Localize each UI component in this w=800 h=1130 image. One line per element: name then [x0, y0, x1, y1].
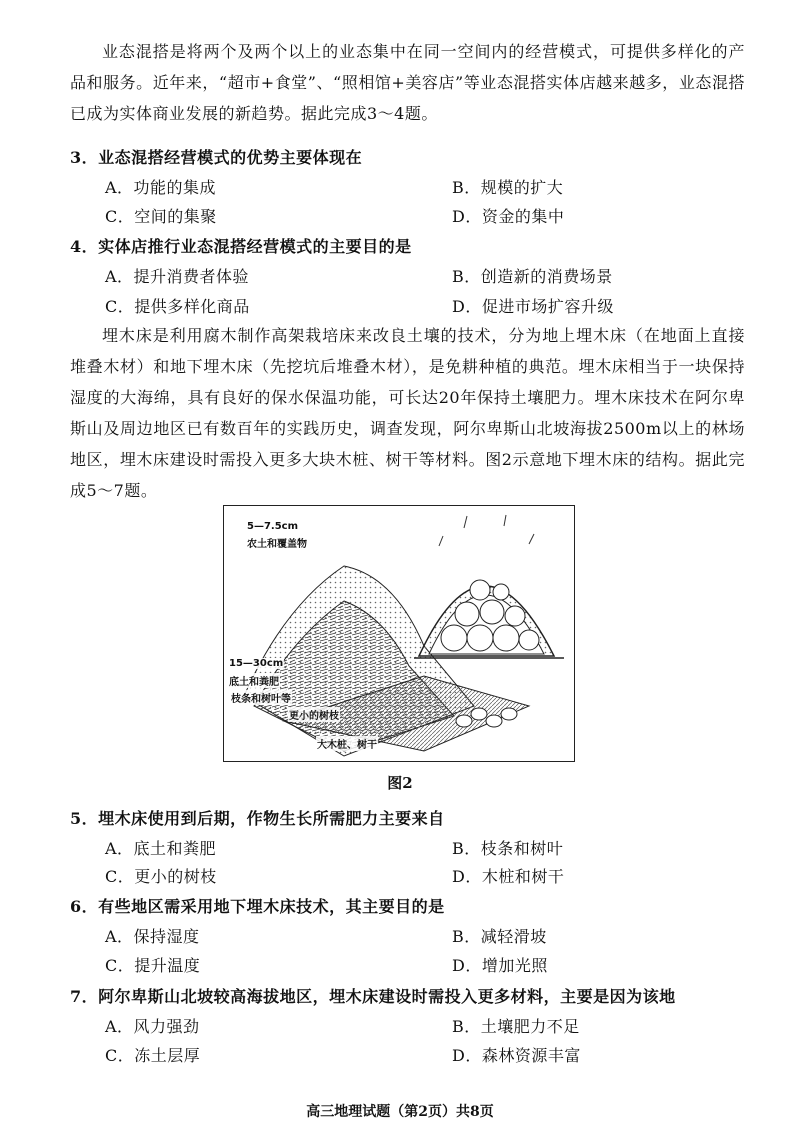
question-3-stem: 3．业态混搭经营模式的优势主要体现在 — [70, 148, 363, 167]
q5-option-d: D．木桩和树干 — [452, 867, 565, 886]
question-4-stem: 4．实体店推行业态混搭经营模式的主要目的是 — [70, 237, 412, 256]
q5-option-a: A．底土和粪肥 — [105, 839, 217, 858]
right-cross-section — [414, 515, 564, 658]
question-5-stem: 5．埋木床使用到后期，作物生长所需肥力主要来自 — [70, 809, 445, 828]
question-6-stem: 6．有些地区需采用地下埋木床技术，其主要目的是 — [70, 897, 445, 916]
figure-label-mid-thickness: 15—30cm — [229, 658, 284, 669]
q5-option-c: C．更小的树枝 — [105, 867, 217, 886]
q3-option-d: D．资金的集中 — [452, 207, 565, 226]
q3-option-c: C．空间的集聚 — [105, 207, 217, 226]
q4-option-d: D．促进市场扩容升级 — [452, 297, 614, 316]
intro-paragraph: 业态混搭是将两个及两个以上的业态集中在同一空间内的经营模式，可提供多样化的产品和服务。近年来，“超市+食堂”、“照相馆+美容店”等业态混搭实体店越来越多，业态混搭已成为实体商业发展的新趋势。据此完成3～4题。 — [70, 42, 745, 123]
q6-option-d: D．增加光照 — [452, 956, 548, 975]
figure-label-logs: 大木桩、树干 — [316, 736, 378, 751]
q4-option-b: B．创造新的消费场景 — [452, 267, 613, 286]
q6-option-a: A．保持湿度 — [105, 927, 200, 946]
q7-option-a: A．风力强劲 — [105, 1017, 200, 1036]
q7-option-d: D．森林资源丰富 — [452, 1046, 581, 1065]
question-7-stem: 7．阿尔卑斯山北坡较高海拔地区，埋木床建设时需投入更多材料，主要是因为该地 — [70, 987, 676, 1006]
q6-option-b: B．减轻滑坡 — [452, 927, 547, 946]
figure-label-mid-layer: 底土和粪肥 — [228, 673, 280, 688]
q7-option-b: B．土壤肥力不足 — [452, 1017, 580, 1036]
figure-label-small-branches: 更小的树枝 — [288, 707, 340, 722]
figure-2-illustration — [223, 505, 575, 762]
figure-label-top-thickness: 5—7.5cm — [247, 521, 299, 532]
figure-label-top-layer: 农土和覆盖物 — [246, 535, 308, 550]
q4-option-a: A．提升消费者体验 — [105, 267, 250, 286]
q6-option-c: C．提升温度 — [105, 956, 201, 975]
q3-option-b: B．规模的扩大 — [452, 178, 564, 197]
q7-option-c: C．冻土层厚 — [105, 1046, 201, 1065]
passage-2-paragraph: 埋木床是利用腐木制作高架栽培床来改良土壤的技术，分为地上埋木床（在地面上直接堆叠木材）和地下埋木床（先挖坑后堆叠木材），是免耕种植的典范。埋木床相当于一块保持湿度的大海绵，具有良好的保水保温功能，可长达20年保持土壤肥力。埋木床技术在阿尔卑斯山及周边地区已有数百年的实践历史，调查发现，阿尔卑斯山北坡海拔2500m以上的林场地区，埋木床建设时需投入更多大块木桩、树干等材料。图2示意地下埋木床的结构。据此完成5～7题。 — [70, 326, 745, 500]
q4-option-c: C．提供多样化商品 — [105, 297, 250, 316]
q3-option-a: A．功能的集成 — [105, 178, 217, 197]
q5-option-b: B．枝条和树叶 — [452, 839, 564, 858]
figure-caption: 图2 — [387, 774, 413, 792]
page-footer: 高三地理试题（第2页）共8页 — [306, 1104, 494, 1120]
figure-label-branches: 枝条和树叶等 — [230, 690, 292, 705]
